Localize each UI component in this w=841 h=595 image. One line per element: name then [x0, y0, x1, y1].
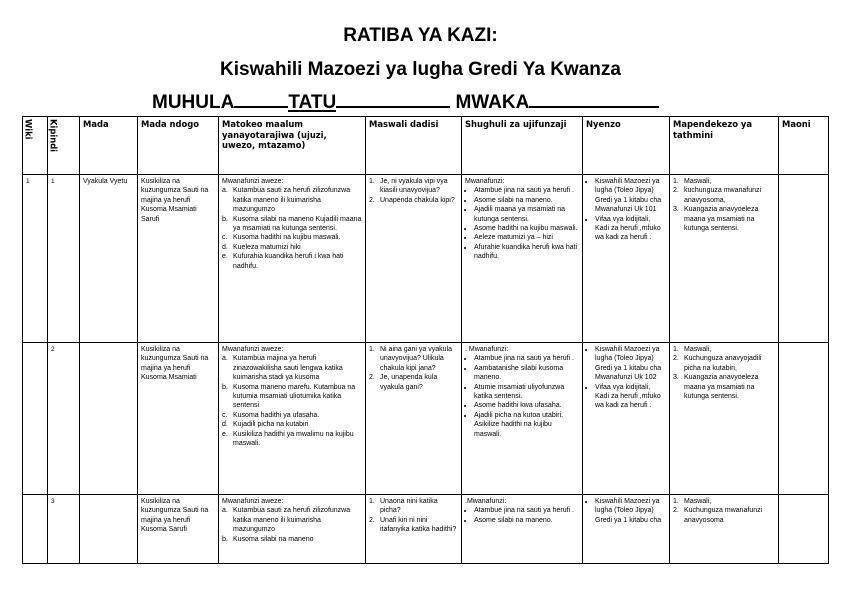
matokeo-item: b. Kusoma maneno marefu. Kutambua na kutumia msamiati uliotumika katika sentensi — [233, 383, 362, 411]
schedule-table — [22, 116, 829, 564]
shughuli-lead: .Mwanafunzi: — [465, 498, 507, 505]
maswali-cell — [366, 343, 462, 495]
tathmini-item: 1. Maswali, — [684, 345, 775, 354]
nyenzo-item: • Vifaa vya kidijitali, Kadi za herufi ,mfuko wa kadi za herufi . — [595, 215, 666, 243]
mada-cell — [80, 495, 138, 564]
matokeo-item: c. Kusoma hadithi na kujibu maswali. — [233, 233, 362, 242]
nyenzo-item: • Vifaa vya kidijitali, Kadi za herufi ,mfuko wa kadi za herufi . — [595, 383, 666, 411]
matokeo-lead: Mwanafunzi aweze: — [222, 346, 284, 353]
col-header-matokeo: Matokeo maalum yanayotarajiwa (ujuzi, uwezo, mtazamo) — [219, 117, 366, 175]
tathmini-cell — [670, 495, 779, 564]
maswali-item: 2. Je, unapenda kula vyakula gani? — [380, 373, 458, 392]
nyenzo-item: • Kiswahili Mazoezi ya lugha (Toleo Jipya) Gredi ya 1 kitabu cha Mwanafunzi Uk 101 — [595, 177, 666, 215]
col-header-mada: Mada — [80, 117, 138, 175]
nyenzo-item: • Kiswahili Mazoezi ya lugha (Toleo Jipya) Gredi ya 1 kitabu cha — [595, 497, 666, 525]
muhula-blank-lead — [234, 88, 248, 108]
mada-value: Vyakula Vyetu — [83, 178, 128, 185]
tathmini-cell — [670, 343, 779, 495]
matokeo-item: d. Kueleza matumizi hiki — [233, 243, 362, 252]
kipindi-cell — [48, 495, 80, 564]
shughuli-lead: Mwanafunzi: — [465, 178, 505, 185]
tathmini-item: 3. Kuangazia anavyoeleza maana ya msamiati na kutunga sentensi. — [684, 373, 775, 401]
muhula-blank-tail — [336, 88, 450, 108]
shughuli-item: • Aambatanishe silabi kusoma maneno. — [474, 364, 579, 383]
wiki-cell — [23, 343, 48, 495]
shughuli-cell — [462, 343, 583, 495]
mada-ndogo-value: Kusikiliza na kuzungumza Sauti na majina ya herufi Kusoma Sarufi — [141, 498, 209, 534]
matokeo-item: c. Kusoma hadithi ya ufasaha. — [233, 411, 362, 420]
shughuli-item: • Asome silabi na maneno. — [474, 516, 579, 525]
shughuli-item: • Atambue jina na sauti ya herufi . — [474, 354, 579, 363]
wiki-cell — [23, 495, 48, 564]
table-row — [23, 343, 829, 495]
maswali-item: 1. Ni aina gani ya vyakula unavyovijua? Ulikula chakula kipi jana? — [380, 345, 458, 373]
maswali-cell — [366, 495, 462, 564]
mada-cell — [80, 343, 138, 495]
nyenzo-cell — [583, 343, 670, 495]
nyenzo-item: • Kiswahili Mazoezi ya lugha (Toleo Jipya) Gredi ya 1 kitabu cha Mwanafunzi Uk 102 — [595, 345, 666, 383]
maswali-item: 1. Unaona nini katika picha? — [380, 497, 458, 516]
kipindi-value: 3 — [51, 498, 55, 505]
shughuli-item: • Atumie msamiati uliyofunzwa katika sentensi. — [474, 383, 579, 402]
matokeo-item: e. Kusikiliza hadithi ya mwalimu na kujibu maswali. — [233, 430, 362, 449]
mada-ndogo-value: Kusikiliza na kuzungumza Sauti na majina ya herufi Kusoma Msamiati — [141, 346, 209, 382]
col-header-wiki: Wiki — [23, 117, 48, 175]
mwaka-label: MWAKA — [455, 92, 530, 113]
maoni-cell — [779, 175, 829, 343]
kipindi-cell — [48, 175, 80, 343]
matokeo-cell — [219, 175, 366, 343]
shughuli-item: • Asome silabi na maneno. — [474, 196, 579, 205]
matokeo-cell — [219, 495, 366, 564]
tathmini-item: 2. Kuchunguza anavyojadili picha na kutabiri, — [684, 354, 775, 373]
shughuli-item: • Ajadili maana ya msamiati na kutunga sentensi. — [474, 205, 579, 224]
header-row — [23, 117, 829, 175]
matokeo-item: a. Kutambua sauti za herufi zilizofunzwa katika maneno ili kuimarisha mazungumzo — [233, 186, 362, 214]
shughuli-item: • Ajadili picha na kutoa utabiri. Asikilize hadithi na kujibu maswali. — [474, 411, 579, 439]
table-row — [23, 495, 829, 564]
tathmini-item: 2. Kuchunguza mwanafunzi anavyosoma — [684, 506, 775, 525]
maswali-item: 2. Unapenda chakula kipi? — [380, 196, 458, 205]
tathmini-cell — [670, 175, 779, 343]
mada-cell — [80, 175, 138, 343]
matokeo-item: a. Kutambua majina ya herufi zinazowakilisha sauti lengwa katika kuimarisha stadi ya kusoma — [233, 354, 362, 382]
matokeo-item: b. Kusoma silabi na maneno — [233, 535, 362, 544]
col-header-mada-ndogo: Mada ndogo — [138, 117, 219, 175]
mada-ndogo-cell — [138, 343, 219, 495]
matokeo-item: e. Kufurahia kuandika herufi i kwa hati nadhifu. — [233, 252, 362, 271]
shughuli-item: • Asome hadithi na kujibu maswali. — [474, 224, 579, 233]
muhula-value: TATU — [288, 92, 337, 113]
tathmini-item: 1. Maswali, — [684, 177, 775, 186]
col-header-maoni: Maoni — [779, 117, 829, 175]
mada-ndogo-cell — [138, 175, 219, 343]
term-year-line — [152, 88, 659, 114]
matokeo-cell — [219, 343, 366, 495]
col-header-nyenzo: Nyenzo — [583, 117, 670, 175]
kipindi-value: 1 — [51, 178, 55, 185]
mwaka-blank — [529, 88, 659, 108]
maoni-cell — [779, 495, 829, 564]
tathmini-item: 2. kuchunguza mwanafunzi anavyosoma, — [684, 186, 775, 205]
matokeo-item: b. Kusoma silabi na maneno Kujadili maana ya msamiati na kutunga sentensi. — [233, 215, 362, 234]
shughuli-item: • Aeleze matumizi ya – hizi — [474, 233, 579, 242]
maoni-cell — [779, 343, 829, 495]
matokeo-item: d. Kujadili picha na kutabiri — [233, 420, 362, 429]
muhula-blank-pad — [248, 88, 288, 108]
kipindi-cell — [48, 343, 80, 495]
matokeo-lead: Mwanafunzi aweze: — [222, 498, 284, 505]
kipindi-value: 2 — [51, 346, 55, 353]
shughuli-item: • Atambue jina na sauti ya herufi . — [474, 506, 579, 515]
nyenzo-cell — [583, 495, 670, 564]
mada-ndogo-value: Kusikiliza na kuzungumza Sauti na majina ya herufi Kusoma Msamiati Sarufi — [141, 178, 209, 223]
table-row — [23, 175, 829, 343]
shughuli-item: • Atambue jina na sauti ya herufi . — [474, 186, 579, 195]
shughuli-item: • Asome hadithi kwa ufasaha. — [474, 401, 579, 410]
nyenzo-cell — [583, 175, 670, 343]
mada-ndogo-cell — [138, 495, 219, 564]
col-header-tathmini: Mapendekezo ya tathmini — [670, 117, 779, 175]
col-header-maswali: Maswali dadisi — [366, 117, 462, 175]
shughuli-cell — [462, 495, 583, 564]
wiki-cell — [23, 175, 48, 343]
maswali-item: 1. Je, ni vyakula vipi vya kiasili unavyovijua? — [380, 177, 458, 196]
tathmini-item: 3. Kuangazia anavyoeleza maana ya msamiati na kutunga sentensi. — [684, 205, 775, 233]
col-header-shughuli: Shughuli za ujifunzaji — [462, 117, 583, 175]
matokeo-item: a. Kutambua sauti za herufi zilizofunzwa katika maneno ili kuimarisha mazungumzo — [233, 506, 362, 534]
shughuli-cell — [462, 175, 583, 343]
maswali-item: 2. Unafi kiri ni nini itafanyika katika hadithi? — [380, 516, 458, 535]
maswali-cell — [366, 175, 462, 343]
col-header-kipindi: Kipindi — [48, 117, 80, 175]
document-title: RATIBA YA KAZI: — [343, 25, 498, 46]
document-subtitle: Kiswahili Mazoezi ya lugha Gredi Ya Kwanza — [220, 59, 621, 80]
shughuli-item: • Afurahie kuandika herufi kwa hati nadhifu. — [474, 243, 579, 262]
muhula-label: MUHULA — [152, 92, 235, 113]
matokeo-lead: Mwanafunzi aweze: — [222, 178, 284, 185]
shughuli-lead: . Mwanafunzi: — [465, 346, 509, 353]
wiki-value: 1 — [26, 178, 30, 185]
tathmini-item: 1. Maswali, — [684, 497, 775, 506]
